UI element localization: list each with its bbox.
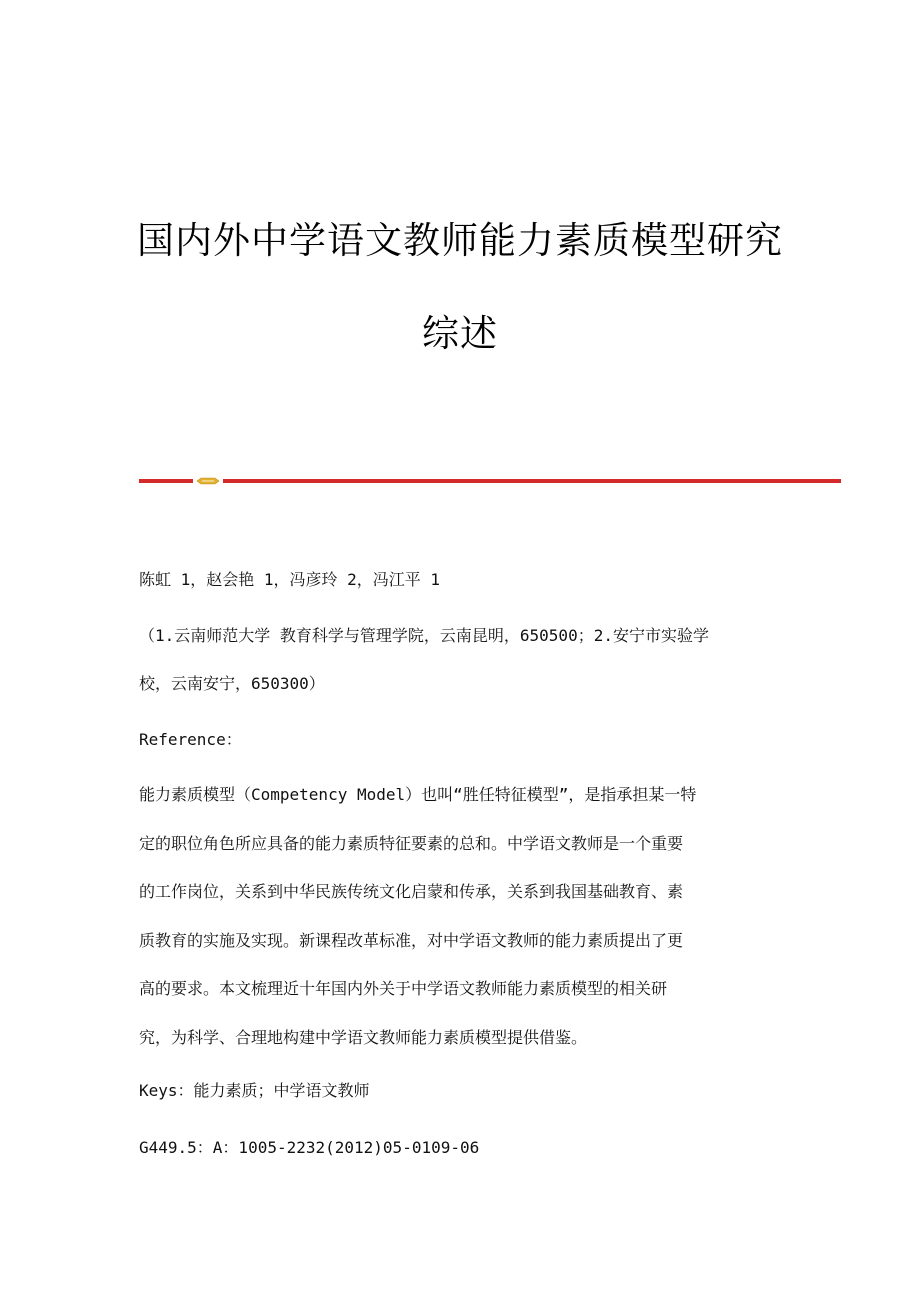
- abstract-line: 高的要求。本文梳理近十年国内外关于中学语文教师能力素质模型的相关研: [139, 979, 668, 998]
- keywords: Keys：能力素质；中学语文教师: [139, 1081, 370, 1100]
- divider-ornament-icon: [196, 477, 220, 485]
- abstract-line: 的工作岗位，关系到中华民族传统文化启蒙和传承，关系到我国基础教育、素: [139, 882, 684, 901]
- affiliation-line-2: 校，云南安宁，650300）: [139, 674, 325, 693]
- author-list: 陈虹 1，赵会艳 1，冯彦玲 2，冯江平 1: [139, 570, 441, 589]
- abstract-line: 质教育的实施及实现。新课程改革标准，对中学语文教师的能力素质提出了更: [139, 931, 684, 950]
- abstract-line: 究，为科学、合理地构建中学语文教师能力素质模型提供借鉴。: [139, 1028, 588, 1047]
- classification-code: G449.5：A：1005-2232(2012)05-0109-06: [139, 1138, 480, 1157]
- affiliation-line-1: （1.云南师范大学 教育科学与管理学院，云南昆明，650500；2.安宁市实验学: [139, 626, 709, 645]
- abstract-line: 能力素质模型（Competency Model）也叫“胜任特征模型”，是指承担某一特: [139, 785, 697, 804]
- paper-title-line-1: 国内外中学语文教师能力素质模型研究: [137, 219, 783, 262]
- divider-left-segment: [139, 479, 193, 483]
- reference-label: Reference：: [139, 730, 242, 749]
- title-divider: [139, 476, 841, 486]
- paper-title-line-2: 综述: [422, 312, 498, 355]
- divider-right-segment: [223, 479, 841, 483]
- abstract-line: 定的职位角色所应具备的能力素质特征要素的总和。中学语文教师是一个重要: [139, 834, 684, 853]
